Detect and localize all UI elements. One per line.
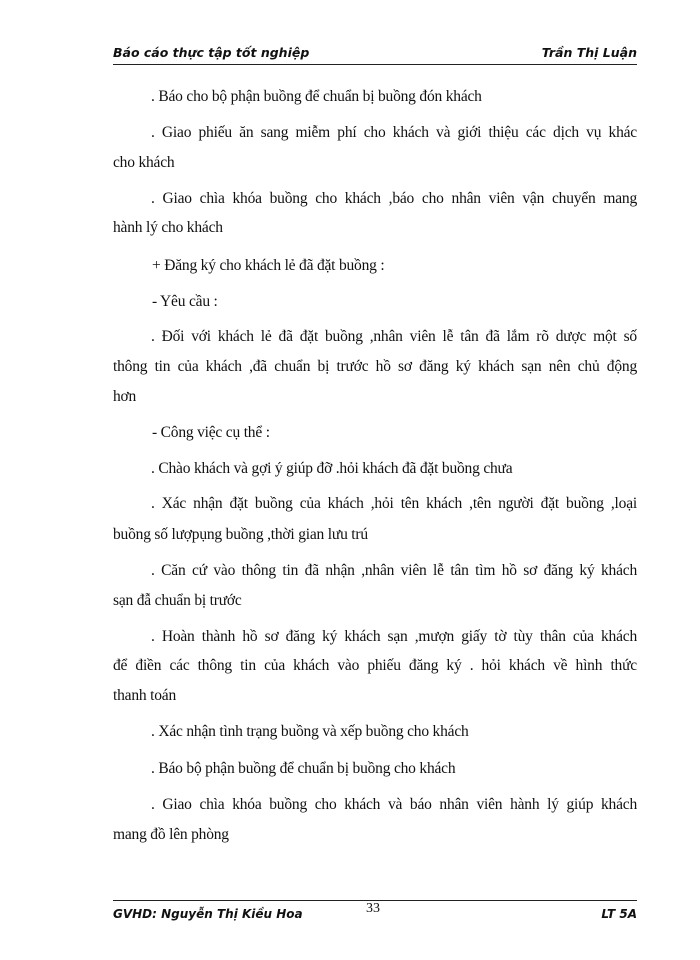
body-line: . Đối với khách lẻ đã đặt buồng ,nhân viên lễ tân đã lắm rõ dược một số xyxy=(151,328,637,345)
body-line: . Giao chìa khóa buồng cho khách ,báo cho nhân viên vận chuyển mang xyxy=(151,190,637,207)
body-line: thanh toán xyxy=(113,687,176,704)
body-line: . Xác nhận đặt buồng của khách ,hỏi tên khách ,tên người đặt buồng ,loại xyxy=(151,495,637,512)
body-line: . Báo bộ phận buồng để chuẩn bị buồng cho khách xyxy=(151,760,456,777)
body-line: cho khách xyxy=(113,154,175,171)
page-number: 33 xyxy=(366,901,380,916)
body-line: buồng số lượpụng buồng ,thời gian lưu trú xyxy=(113,526,368,543)
footer-supervisor: GVHD: Nguyễn Thị Kiều Hoa xyxy=(113,907,303,921)
body-line: . Giao chìa khóa buồng cho khách và báo nhân viên hành lý giúp khách xyxy=(151,796,637,813)
body-line: . Giao phiếu ăn sang miễm phí cho khách và giới thiệu các dịch vụ khác xyxy=(151,124,637,141)
header-report-title: Báo cáo thực tập tốt nghiệp xyxy=(113,45,310,60)
body-line: + Đăng ký cho khách lẻ đã đặt buồng : xyxy=(152,257,385,274)
body-line: . Căn cứ vào thông tin đã nhận ,nhân viên lễ tân tìm hồ sơ đăng ký khách xyxy=(151,562,637,579)
body-line: để điền các thông tin của khách vào phiếu đăng ký . hỏi khách về hình thức xyxy=(113,657,637,674)
body-line: . Xác nhận tình trạng buồng và xếp buồng cho khách xyxy=(151,723,469,740)
body-line: . Chào khách và gợi ý giúp đỡ .hỏi khách đã đặt buồng chưa xyxy=(151,460,513,477)
body-line: sạn đẫ chuẩn bị trước xyxy=(113,592,242,609)
page-footer xyxy=(113,900,637,925)
body-line: hành lý cho khách xyxy=(113,219,223,236)
page-header xyxy=(113,44,637,65)
body-line: . Hoàn thành hồ sơ đăng ký khách sạn ,mượn giấy tờ tùy thân của khách xyxy=(151,628,637,645)
body-line: hơn xyxy=(113,388,137,405)
body-line: - Công việc cụ thể : xyxy=(152,424,270,441)
body-line: thông tin của khách ,đã chuẩn bị trước hồ sơ đăng ký khách sạn nên chủ động xyxy=(113,358,637,375)
footer-class-code: LT 5A xyxy=(601,907,637,921)
header-author-name: Trần Thị Luận xyxy=(541,45,637,60)
body-line: . Báo cho bộ phận buồng để chuẩn bị buồng đón khách xyxy=(151,88,482,105)
body-line: - Yêu cầu : xyxy=(152,293,218,310)
body-line: mang đồ lên phòng xyxy=(113,826,229,843)
